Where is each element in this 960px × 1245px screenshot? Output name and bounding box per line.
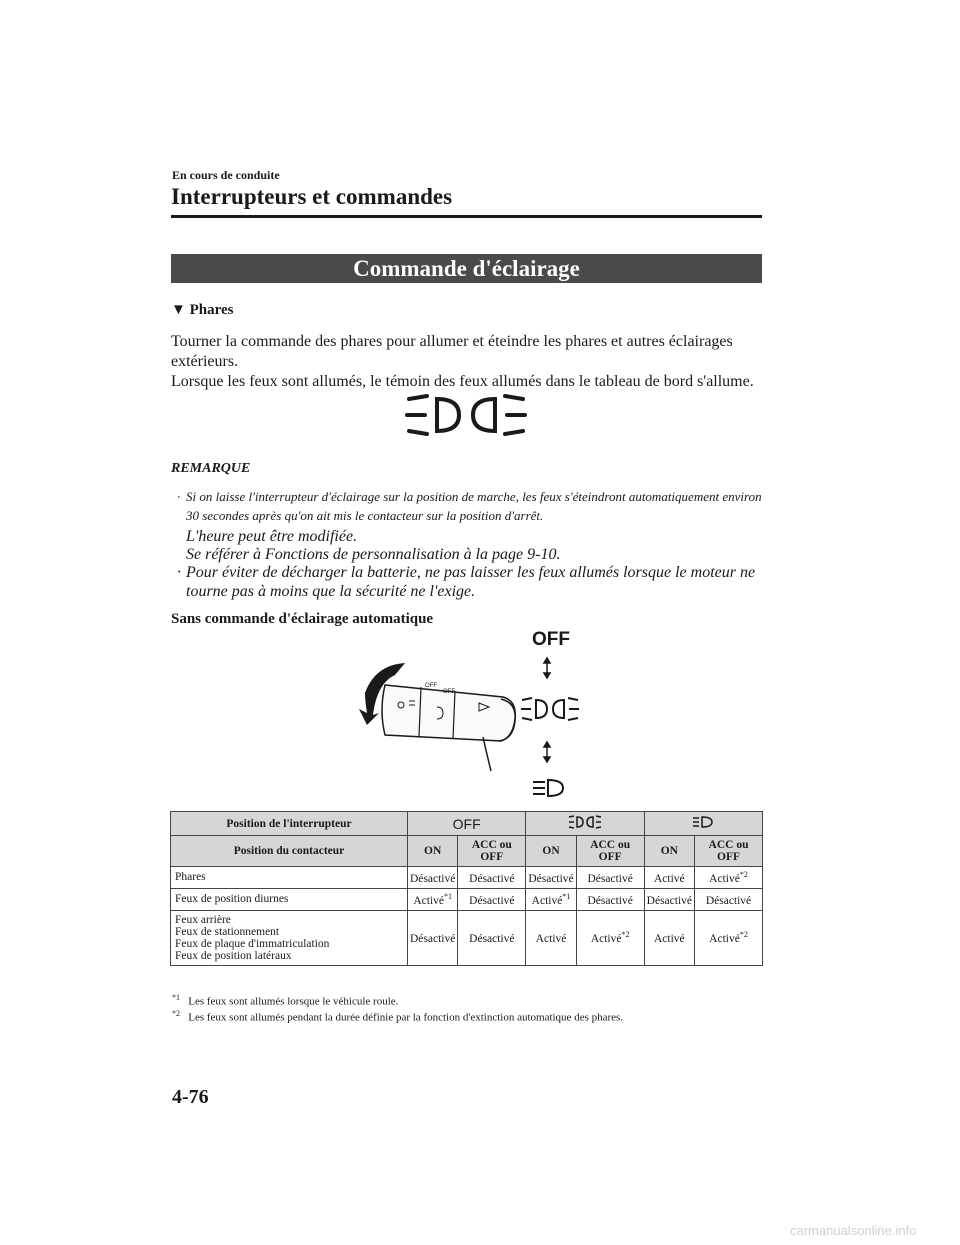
table-cell-ignition: ACC ou OFF xyxy=(576,836,644,867)
stalk-off-label-2: OFF xyxy=(443,689,455,695)
table-row-label: Phares xyxy=(171,867,408,889)
off-position-label: OFF xyxy=(532,629,570,650)
table-row-label: Feux de position diurnes xyxy=(171,888,408,910)
section-label: En cours de conduite xyxy=(172,168,280,182)
paragraph-indicator: Lorsque les feux sont allumés, le témoin des feux allumés dans le tableau de bord s'allume. xyxy=(171,373,754,390)
light-switch-diagram xyxy=(355,625,585,805)
table-row xyxy=(171,910,763,965)
table-cell: Désactivé xyxy=(458,867,526,889)
table-header-headlights xyxy=(644,812,762,836)
table-row-switch-position xyxy=(171,812,763,836)
position-lights-icon xyxy=(568,815,602,829)
table-cell: Désactivé xyxy=(576,888,644,910)
note-bullet-1-line-2: L'heure peut être modifiée. xyxy=(186,528,358,545)
table-header-switch-position: Position de l'interrupteur xyxy=(171,812,408,836)
page-heading: Interrupteurs et commandes xyxy=(171,184,453,209)
note-bullet-1: · Si on laisse l'interrupteur d'éclairage sur la position de marche, les feux s'éteindront automatiquement environ 30 secondes après qu'on ait mis le contacteur sur la position d'arrêt. xyxy=(177,489,762,523)
table-cell: Désactivé xyxy=(408,867,458,889)
table-cell-ignition: ACC ou OFF xyxy=(695,836,763,867)
table-row xyxy=(171,888,763,910)
note-bullet-2: · Pour éviter de décharger la batterie, ne pas laisser les feux allumés lorsque le moteur ne tourne pas à moins que la sécurité ne l'exige. xyxy=(177,564,756,600)
table-cell: Désactivé xyxy=(408,910,458,965)
table-cell-ignition: ON xyxy=(644,836,694,867)
heading-rule xyxy=(171,215,762,218)
headlight-icon xyxy=(692,815,714,829)
position-lights-icon xyxy=(521,698,579,720)
table-header-off: OFF xyxy=(408,812,526,836)
stalk-off-label-1: OFF xyxy=(425,683,437,689)
table-cell: Activé$^{*2}$ xyxy=(576,910,644,965)
page-number: 4-76 xyxy=(172,1086,209,1108)
bullet-dot-icon: · xyxy=(177,489,181,504)
table-cell: Activé$^{*1}$ xyxy=(408,888,458,910)
lights-status-table xyxy=(170,811,763,966)
footnote-2: $^{*2}$ Les feux sont allumés pendant la durée définie par la fonction d'extinction automatique des phares. xyxy=(172,1009,624,1024)
section-title-band: Commande d'éclairage xyxy=(171,254,762,283)
table-cell-ignition: ACC ou OFF xyxy=(458,836,526,867)
table-cell: Activé xyxy=(526,910,576,965)
table-header-ignition-position: Position du contacteur xyxy=(171,836,408,867)
table-cell-ignition: ON xyxy=(408,836,458,867)
table-cell: Activé$^{*1}$ xyxy=(526,888,576,910)
paragraph-intro: Tourner la commande des phares pour allumer et éteindre les phares et autres éclairages extérieurs. xyxy=(171,333,733,370)
table-cell: Activé xyxy=(644,910,694,965)
table-cell: Activé xyxy=(644,867,694,889)
diagram-caption: Sans commande d'éclairage automatique xyxy=(171,611,434,627)
table-cell-ignition: ON xyxy=(526,836,576,867)
headlight-indicator-icon xyxy=(403,391,529,445)
table-cell: Désactivé xyxy=(526,867,576,889)
table-cell: Désactivé xyxy=(458,910,526,965)
table-row xyxy=(171,867,763,889)
table-cell: Désactivé xyxy=(576,867,644,889)
headlight-icon xyxy=(533,780,563,796)
subsection-heading xyxy=(171,302,234,319)
note-title: REMARQUE xyxy=(171,461,251,476)
table-cell: Désactivé xyxy=(644,888,694,910)
table-row-label: Feux arrière Feux de stationnement Feux de plaque d'immatriculation Feux de position latéraux xyxy=(171,910,408,965)
table-cell: Désactivé xyxy=(695,888,763,910)
triangle-marker-icon: ▼ xyxy=(171,302,186,318)
note-bullet-1-line-3: Se référer à Fonctions de personnalisation à la page 9-10. xyxy=(186,546,561,563)
bullet-dot-icon: · xyxy=(177,564,181,581)
table-cell: Activé$^{*2}$ xyxy=(695,910,763,965)
footnote-1: $^{*1}$ Les feux sont allumés lorsque le véhicule roule. xyxy=(172,993,399,1008)
table-cell: Désactivé xyxy=(458,888,526,910)
table-header-position-lights xyxy=(526,812,644,836)
table-cell: Activé$^{*2}$ xyxy=(695,867,763,889)
table-row-ignition-position xyxy=(171,836,763,867)
subsection-heading-text: Phares xyxy=(189,302,234,318)
watermark: carmanualsonline.info xyxy=(790,1223,917,1238)
